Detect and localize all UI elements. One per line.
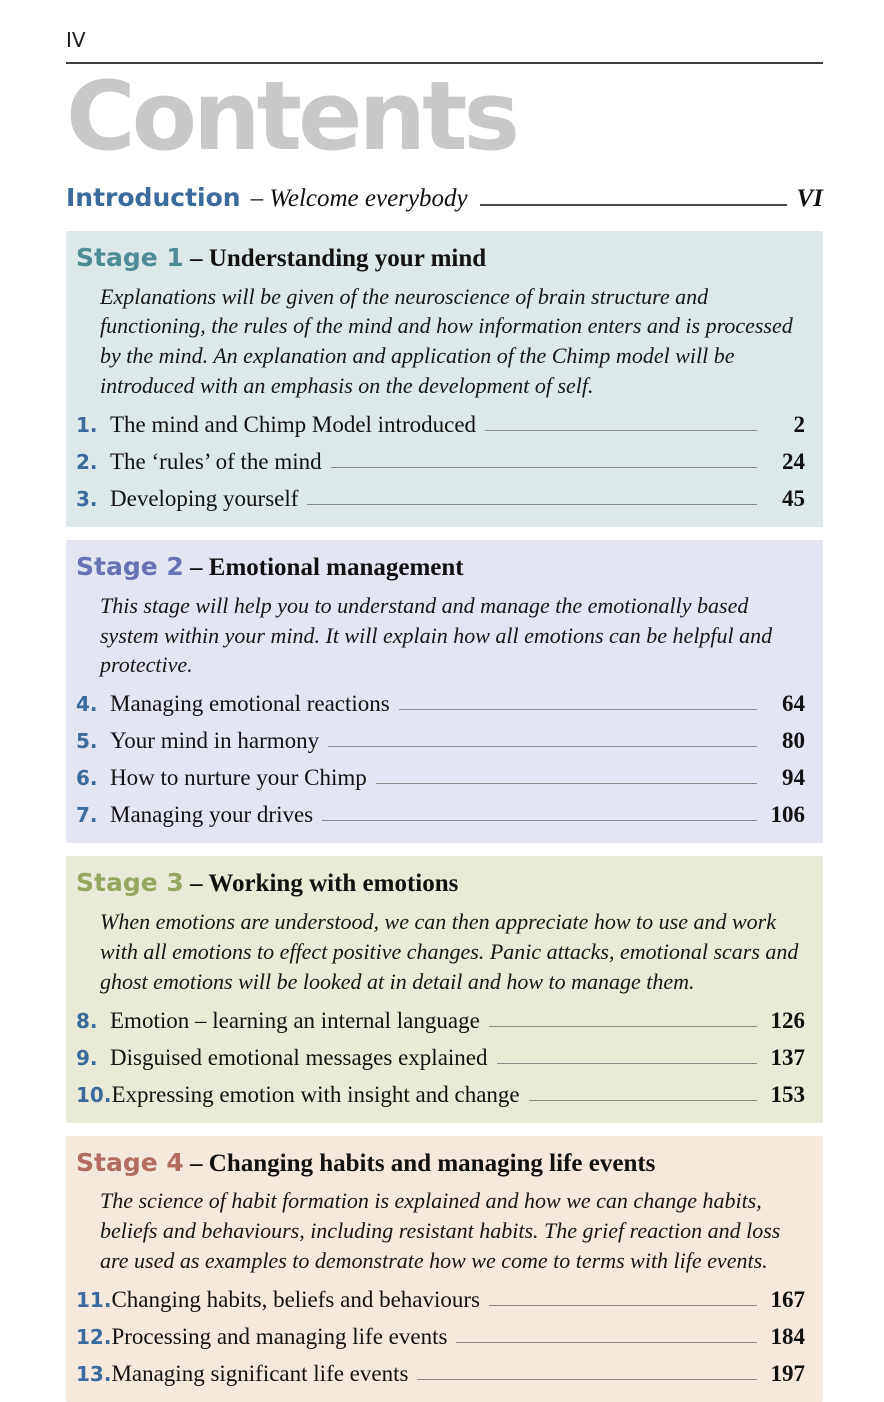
item-page-number: 2 [793, 412, 805, 438]
stage-2-description: This stage will help you to understand and manage the emotionally based system within your mind. It will explain how all emotions can be helpful and protective. [100, 592, 773, 678]
item-number: 2. [76, 450, 98, 475]
leader-line [480, 204, 787, 206]
stage-3-description: When emotions are understood, we can then appreciate how to use and work with all emotions to effect positive changes. Panic attacks, emotional scars and ghost emotions will be looked at in detail and how to manage them. [100, 908, 799, 994]
stage-2-dash: – [190, 554, 203, 582]
leader-line [328, 746, 757, 747]
item-title: Managing significant life events [111, 1360, 409, 1386]
item-title: Expressing emotion with insight and change [111, 1081, 520, 1107]
item-page-number: 137 [770, 1044, 805, 1070]
stage-4-title: Changing habits and managing life events [208, 1149, 656, 1177]
item-title: Managing emotional reactions [110, 691, 390, 717]
leader-line [489, 1026, 757, 1027]
item-title: The mind and Chimp Model introduced [110, 412, 477, 438]
item-number: 7. [76, 803, 98, 828]
stage-1-description: Explanations will be given of the neuroscience of brain structure and functioning, the rules of the mind and how information enters and is processed by the mind. An explanation and application of the Chimp model will be introduced with an emphasis on the development of self. [100, 283, 793, 399]
item-title: Developing yourself [110, 486, 299, 512]
toc-item-row [76, 728, 805, 754]
leader-line [489, 1305, 757, 1306]
item-number: 10. [76, 1082, 112, 1107]
stage-3-dash: – [190, 870, 203, 898]
item-title: The ‘rules’ of the mind [110, 449, 322, 475]
item-title: Managing your drives [110, 802, 314, 828]
item-title: Processing and managing life events [111, 1323, 448, 1349]
stage-2-title: Emotional management [208, 554, 464, 582]
leader-line [497, 1063, 757, 1064]
stage-2-header [76, 553, 805, 582]
item-number: 5. [76, 729, 98, 754]
item-number: 4. [76, 692, 98, 717]
stage-4-dash: – [190, 1149, 203, 1177]
item-title: Your mind in harmony [110, 728, 320, 754]
toc-item-row [76, 1361, 805, 1387]
toc-item-row [76, 1082, 805, 1108]
introduction-entry [66, 183, 823, 213]
leader-line [376, 783, 757, 784]
leader-line [322, 820, 757, 821]
leader-line [417, 1379, 757, 1380]
stage-3-title: Working with emotions [208, 870, 459, 898]
stage-4-label: Stage 4 [76, 1147, 184, 1177]
item-number: 9. [76, 1045, 98, 1070]
stage-4-section [66, 1136, 823, 1402]
introduction-page-number: VI [796, 185, 823, 212]
toc-item-row [76, 1287, 805, 1313]
stage-4-description: The science of habit formation is explained and how we can change habits, beliefs and behaviours, including resistant habits. The grief reaction and loss are used as examples to demonstrate how we come to terms with life events. [100, 1188, 781, 1273]
item-page-number: 167 [770, 1286, 805, 1312]
stage-2-label: Stage 2 [76, 552, 184, 582]
introduction-subtitle [251, 185, 468, 213]
item-page-number: 94 [782, 765, 805, 791]
stage-4-header [76, 1149, 805, 1178]
leader-line [485, 430, 757, 431]
item-page-number: 153 [770, 1081, 805, 1107]
item-title: Emotion – learning an internal language [110, 1007, 480, 1033]
toc-item-row [76, 449, 805, 475]
item-number: 6. [76, 766, 98, 791]
item-title: Changing habits, beliefs and behaviours [111, 1286, 480, 1312]
toc-item-row [76, 802, 805, 828]
toc-item-row [76, 765, 805, 791]
item-page-number: 184 [770, 1323, 805, 1349]
toc-item-row [76, 1008, 805, 1034]
item-page-number: 24 [782, 449, 805, 475]
leader-line [399, 709, 757, 710]
introduction-subtitle-text: Welcome everybody [269, 185, 468, 212]
item-page-number: 45 [782, 486, 805, 512]
item-page-number: 106 [770, 802, 805, 828]
item-page-number: 126 [770, 1007, 805, 1033]
stage-3-label: Stage 3 [76, 868, 184, 898]
introduction-label: Introduction [66, 183, 241, 212]
page-title: Contents [66, 62, 517, 172]
item-number: 11. [76, 1287, 112, 1312]
introduction-dash: – [250, 185, 264, 212]
folio-page-number: IV [66, 28, 86, 52]
item-title: How to nurture your Chimp [110, 765, 367, 791]
toc-item-row [76, 486, 805, 512]
stage-3-header [76, 869, 805, 898]
leader-line [331, 467, 757, 468]
toc-item-row [76, 412, 805, 438]
leader-line [456, 1342, 757, 1343]
item-page-number: 80 [782, 728, 805, 754]
item-page-number: 64 [782, 691, 805, 717]
item-number: 8. [76, 1008, 98, 1033]
item-title: Disguised emotional messages explained [110, 1044, 488, 1070]
stage-1-title: Understanding your mind [208, 245, 487, 272]
leader-line [529, 1100, 757, 1101]
stage-3-section [66, 856, 823, 1122]
toc-item-row [76, 1045, 805, 1071]
toc-item-row [76, 1324, 805, 1350]
item-number: 1. [76, 413, 98, 438]
stage-1-label: Stage 1 [76, 243, 184, 272]
stage-1-section [66, 231, 823, 527]
item-number: 13. [76, 1361, 112, 1386]
item-number: 12. [76, 1324, 112, 1349]
item-page-number: 197 [770, 1360, 805, 1386]
stage-1-dash: – [190, 245, 203, 272]
stage-1-header [76, 244, 805, 273]
leader-line [307, 504, 757, 505]
stage-2-section [66, 540, 823, 843]
toc-item-row [76, 691, 805, 717]
item-number: 3. [76, 487, 98, 512]
